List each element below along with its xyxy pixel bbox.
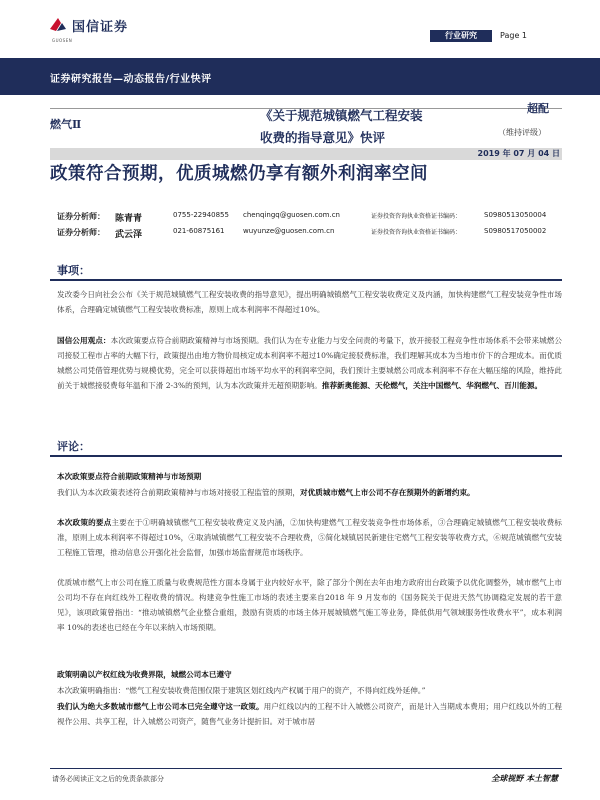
report-type: 证券研究报告—动态报告/行业快评 (50, 74, 212, 85)
sub1-p2-text: 主要在于①明确城镇燃气工程安装收费定义及内涵，②加快构建燃气工程安装竞争性市场体系，③合理确定城镇燃气工程安装收费标准，原则上成本利润率不得超过10%，④取消城镇燃气工程安装不合理收费，⑤简化城镇居民新建住宅燃气工程安装等收费方式，⑥规范城镇燃气安装工程施工管理，推动信息公开强化社会监督，加强市场监督规范市场秩序。 (57, 518, 562, 557)
analyst-phone: 0755-22940855 (173, 211, 229, 219)
analyst-cert-label: 证券投资咨询执业资格证书编码： (371, 229, 462, 236)
view-text: 本次政策要点符合前期政策精神与市场预期。我们认为在专业能力与安全问责的考量下，放开接驳工程竞争性市场体系不会带来城燃公司接驳工程市占率的大幅下行，政策提出由地方物价局核定成本利润率不超过10%确定接驳费标准，我们理解其成本为当地市价下的合理成本。而优质城燃公司凭借管理优势与规模优势，完全可以获得超出市场平均水平的利润率空间，我们预计主要城燃公司成本利润率不存在大幅压缩的风险，维持此前关于城燃接驳费每年温和下滑 2-3%的预判，认为本次政策并无超预期影响。 (57, 336, 563, 390)
disclaimer-note: 请务必阅读正文之后的免责条款部分 (52, 775, 164, 783)
analyst-cert-code: S0980513050004 (484, 211, 547, 219)
analyst-row (57, 227, 546, 240)
company-logo (48, 14, 128, 36)
sub1-title (57, 469, 562, 484)
guosen-logo-icon (48, 15, 68, 35)
sub2-title (57, 667, 562, 682)
sub2-p2-text: 用户红线以内的工程不计入城燃公司资产，而是计入当期成本费用；用户红线以外的工程视作公用、共享工程，计入城燃公司资产，随售气业务计提折旧。对于城市居 (57, 702, 563, 726)
sub1-p2-bold: 本次政策的要点 (57, 518, 112, 527)
footer-rule (50, 768, 562, 769)
sub1-title-text: 本次政策要点符合前期政策精神与市场预期 (57, 472, 202, 481)
report-title-line1: 《关于规范城镇燃气工程安装 (260, 108, 423, 123)
logo-subtext: GUOSEN (52, 38, 73, 43)
analyst-row (57, 211, 546, 224)
sub2-p2-bold: 我们认为绝大多数城市燃气上市公司本已完全遵守这一政策。 (57, 702, 264, 711)
analyst-cert-code: S0980517050002 (484, 227, 547, 235)
analyst-name: 武云泽 (115, 230, 143, 240)
analyst-role: 证券分析师： (57, 227, 105, 237)
analyst-email: chenqingq@guosen.com.cn (243, 211, 340, 219)
report-date: 2019 年 07 月 04 日 (477, 149, 560, 158)
report-category: 行业研究 (430, 30, 492, 42)
logo-text: 国信证券 (72, 19, 129, 35)
analyst-email: wuyunze@guosen.com.cn (243, 227, 335, 235)
sub1-paragraph3: 优质城市燃气上市公司在施工质量与收费规范性方面本身属于业内较好水平，除了部分个例在去年由地方政府出台政策予以优化调整外，城市燃气上市公司均不存在向红线外工程收费的情况。构建竞争性施工市场的表述主要来自2018 年 9 月发布的《国务院关于促进天然气协调稳定发展的若干意见》，该项政策曾指出：“推动城镇燃气企业整合重组，鼓励有资质的市场主体开展城镇燃气施工等业务，降低供用气领域服务性收费水平”，成本利润率 10%的表述也已经在今年以来纳入市场预期。 (57, 578, 562, 632)
view-label: 国信公用观点： (57, 336, 111, 345)
sub1-paragraph1 (57, 485, 562, 500)
view-paragraph (57, 333, 562, 393)
section-comment-title: 评论： (57, 440, 90, 453)
rating-note: （维持评级） (498, 128, 546, 137)
analyst-cert-label: 证券投资咨询执业资格证书编码： (371, 213, 462, 220)
view-recommendation: 推荐新奥能源、天伦燃气，关注中国燃气、华润燃气、百川能源。 (321, 381, 543, 390)
analyst-role: 证券分析师： (57, 211, 105, 221)
sub1-paragraph2 (57, 515, 562, 560)
analyst-name: 陈青青 (115, 214, 143, 224)
sub1-p1-bold: 对优质城市燃气上市公司不存在预期外的新增约束。 (300, 488, 475, 497)
sector-label: 燃气Ⅱ (50, 118, 82, 131)
sub2-title-text: 政策明确以产权红线为收费界限，城燃公司本已遵守 (57, 670, 232, 679)
report-title (260, 105, 423, 149)
sub2-paragraph1: 本次政策明确指出：“燃气工程安装收费范围仅限于建筑区划红线内产权属于用户的资产，不得向红线外延伸。” (57, 686, 426, 695)
section-rule (50, 455, 562, 457)
sub2-paragraph2 (57, 699, 562, 729)
rating: 超配 (527, 102, 549, 115)
report-title-line2: 收费的指导意见》快评 (260, 130, 386, 145)
section-matters-title: 事项： (57, 264, 90, 277)
headline: 政策符合预期，优质城燃仍享有额外利润率空间 (50, 164, 428, 184)
sub1-p1-text: 我们认为本次政策表述符合前期政策精神与市场对接驳工程监管的预期， (57, 488, 300, 497)
analyst-phone: 021-60875161 (173, 227, 225, 235)
slogan: 全球视野 本土智慧 (491, 773, 558, 783)
section-rule (50, 279, 562, 281)
header-meta (430, 30, 562, 42)
matters-paragraph: 发改委今日向社会公布《关于规范城镇燃气工程安装收费的指导意见》，提出明确城镇燃气工程安装收费定义及内涵，加快构建燃气工程安装竞争性市场体系，合理确定城镇燃气工程安装收费标准，原则上成本利润率不得超过10%。 (57, 290, 562, 314)
page-number: Page 1 (500, 31, 527, 40)
